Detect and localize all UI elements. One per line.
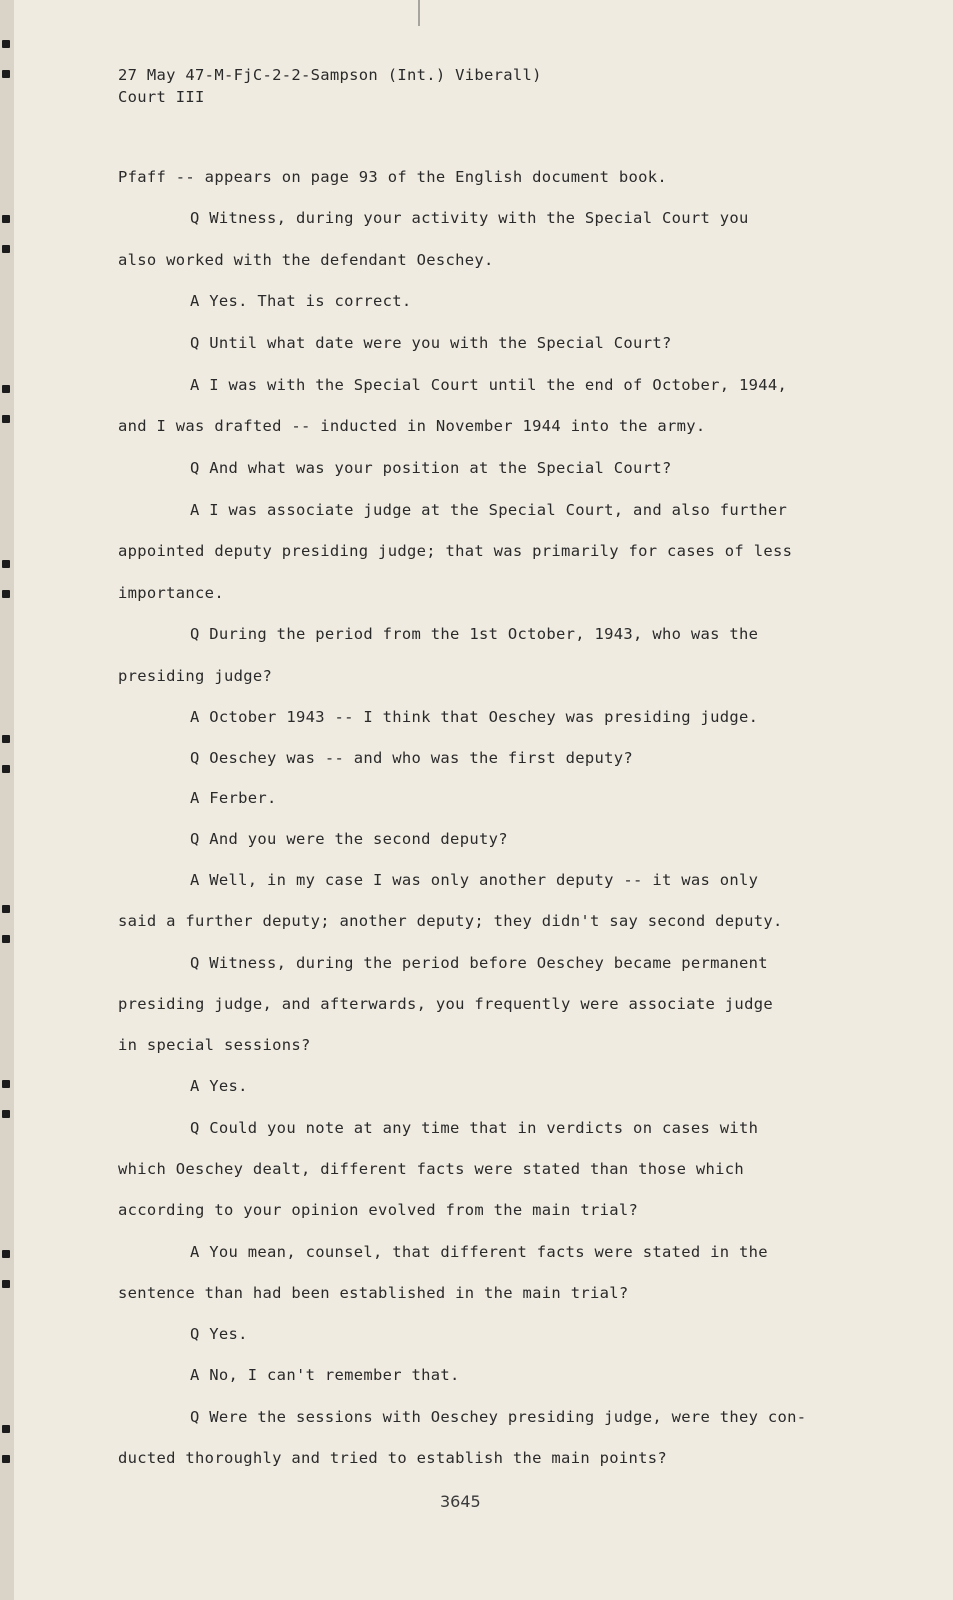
binding-hole — [2, 1425, 10, 1433]
transcript-line: Q During the period from the 1st October, 1943, who was the — [190, 625, 759, 643]
binding-hole — [2, 735, 10, 743]
transcript-line: A October 1943 -- I think that Oeschey was presiding judge. — [190, 708, 759, 726]
binding-hole — [2, 1110, 10, 1118]
top-edge-mark — [418, 0, 420, 26]
header-line-1: 27 May 47-M-FjC-2-2-Sampson (Int.) Viberall) — [118, 66, 542, 84]
transcript-line: and I was drafted -- inducted in November 1944 into the army. — [118, 417, 706, 435]
transcript-line: Pfaff -- appears on page 93 of the English document book. — [118, 168, 668, 186]
transcript-line: A Yes. That is correct. — [190, 292, 412, 310]
binding-hole — [2, 70, 10, 78]
transcript-line: Q Witness, during your activity with the Special Court you — [190, 209, 749, 227]
transcript-line: A No, I can't remember that. — [190, 1366, 460, 1384]
transcript-line: said a further deputy; another deputy; they didn't say second deputy. — [118, 912, 783, 930]
transcript-line: A You mean, counsel, that different facts were stated in the — [190, 1243, 768, 1261]
binding-hole — [2, 905, 10, 913]
binding-hole — [2, 935, 10, 943]
transcript-line: Q Until what date were you with the Special Court? — [190, 334, 672, 352]
transcript-line: A I was with the Special Court until the end of October, 1944, — [190, 376, 788, 394]
binding-strip — [0, 0, 14, 1600]
transcript-line: ducted thoroughly and tried to establish the main points? — [118, 1449, 668, 1467]
transcript-line: presiding judge, and afterwards, you frequently were associate judge — [118, 995, 773, 1013]
binding-hole — [2, 765, 10, 773]
transcript-line: which Oeschey dealt, different facts were stated than those which — [118, 1160, 745, 1178]
binding-hole — [2, 560, 10, 568]
transcript-line: Q Yes. — [190, 1325, 248, 1343]
transcript-line: importance. — [118, 584, 224, 602]
binding-hole — [2, 1080, 10, 1088]
transcript-line: Q And you were the second deputy? — [190, 830, 508, 848]
binding-hole — [2, 1250, 10, 1258]
transcript-line: appointed deputy presiding judge; that was primarily for cases of less — [118, 542, 793, 560]
binding-hole — [2, 415, 10, 423]
binding-hole — [2, 385, 10, 393]
transcript-line: sentence than had been established in the main trial? — [118, 1284, 629, 1302]
document-header — [118, 64, 542, 108]
header-line-2: Court III — [118, 88, 205, 106]
transcript-line: in special sessions? — [118, 1036, 311, 1054]
binding-hole — [2, 215, 10, 223]
binding-hole — [2, 245, 10, 253]
binding-hole — [2, 1280, 10, 1288]
binding-hole — [2, 40, 10, 48]
binding-hole — [2, 590, 10, 598]
transcript-line: presiding judge? — [118, 667, 273, 685]
transcript-line: Q And what was your position at the Special Court? — [190, 459, 672, 477]
transcript-line: also worked with the defendant Oeschey. — [118, 251, 494, 269]
transcript-line: A Well, in my case I was only another deputy -- it was only — [190, 871, 759, 889]
page-number: 3645 — [440, 1492, 481, 1511]
transcript-line: Q Witness, during the period before Oeschey became permanent — [190, 954, 768, 972]
transcript-line: A Ferber. — [190, 789, 277, 807]
transcript-line: Q Could you note at any time that in verdicts on cases with — [190, 1119, 759, 1137]
transcript-line: A I was associate judge at the Special Court, and also further — [190, 501, 788, 519]
transcript-line: Q Oeschey was -- and who was the first deputy? — [190, 749, 634, 767]
binding-hole — [2, 1455, 10, 1463]
transcript-line: A Yes. — [190, 1077, 248, 1095]
transcript-line: according to your opinion evolved from the main trial? — [118, 1201, 639, 1219]
transcript-line: Q Were the sessions with Oeschey presiding judge, were they con- — [190, 1408, 807, 1426]
